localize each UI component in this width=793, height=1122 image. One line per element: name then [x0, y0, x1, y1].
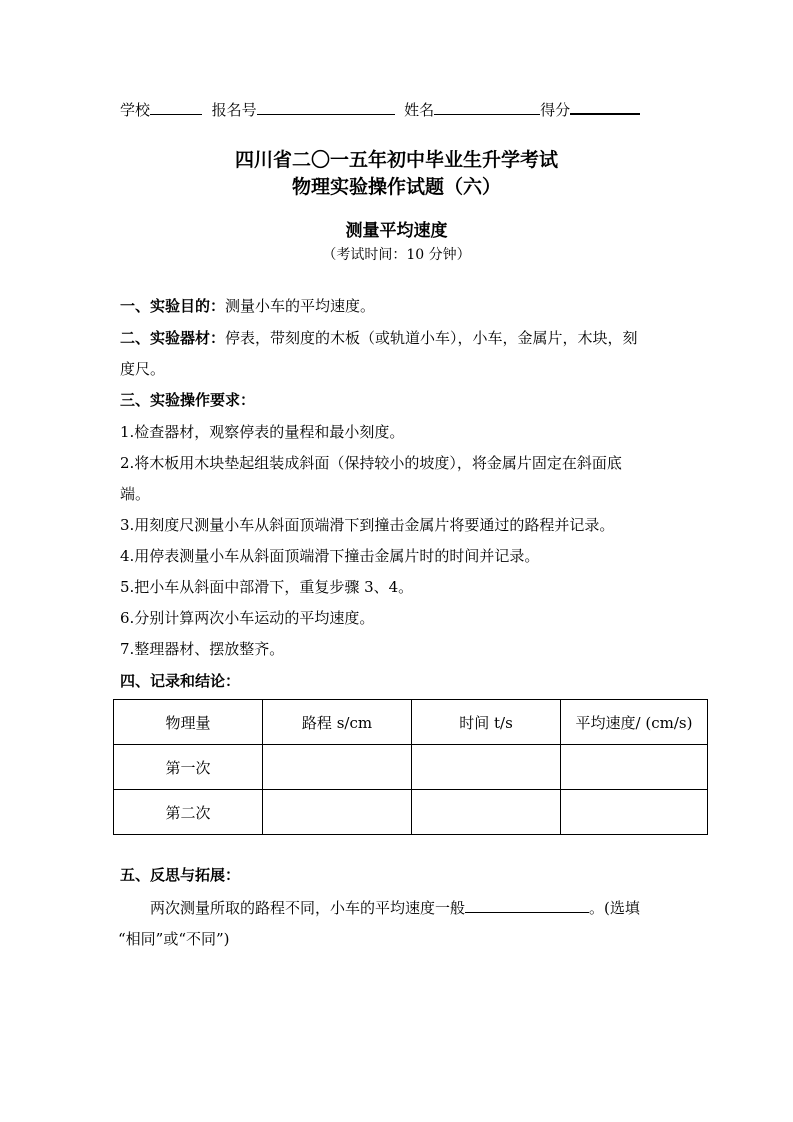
- speed-cell[interactable]: [561, 790, 708, 835]
- procedure-step-cont: 端。: [120, 485, 151, 503]
- time-cell[interactable]: [412, 745, 561, 790]
- section-record-heading: 四、记录和结论：: [120, 672, 241, 690]
- section-materials-cont: 度尺。: [120, 360, 166, 378]
- section-procedure-heading: 三、实验操作要求：: [120, 391, 256, 409]
- name-blank[interactable]: [434, 100, 540, 115]
- procedure-step: 6.分别计算两次小车运动的平均速度。: [120, 609, 375, 627]
- section-purpose-text: 测量小车的平均速度。: [225, 297, 376, 315]
- reflection-question: [150, 897, 640, 918]
- regno-label: 报名号: [211, 101, 257, 119]
- procedure-step: 1.检查器材，观察停表的量程和最小刻度。: [120, 423, 405, 441]
- experiment-topic: 测量平均速度: [345, 221, 448, 241]
- table-header-cell: 时间 t/s: [412, 700, 561, 745]
- school-label: 学校: [120, 101, 151, 119]
- section-materials: [120, 327, 638, 348]
- table-header-row: [114, 700, 708, 745]
- table-row-label: 第二次: [114, 790, 263, 835]
- exam-time: （考试时间：10 分钟）: [322, 247, 471, 263]
- reflection-text: 两次测量所取的路程不同，小车的平均速度一般: [150, 899, 466, 917]
- reflection-hint: 。(选填: [589, 899, 640, 917]
- distance-cell[interactable]: [263, 790, 412, 835]
- section-purpose: [120, 295, 375, 316]
- score-label: 得分: [540, 101, 571, 119]
- table-row-label: 第一次: [114, 745, 263, 790]
- procedure-step: 5.把小车从斜面中部滑下，重复步骤 3、4。: [120, 578, 414, 596]
- section-purpose-heading: 一、实验目的：: [120, 297, 226, 315]
- table-row: [114, 745, 708, 790]
- record-table: [113, 699, 708, 835]
- exam-title: 四川省二〇一五年初中毕业生升学考试: [234, 149, 558, 171]
- answer-blank[interactable]: [465, 898, 589, 913]
- score-blank[interactable]: [570, 99, 640, 115]
- procedure-step: 2.将木板用木块垫起组装成斜面（保持较小的坡度），将金属片固定在斜面底: [120, 454, 622, 472]
- procedure-step: 3.用刻度尺测量小车从斜面顶端滑下到撞击金属片将要通过的路程并记录。: [120, 516, 615, 534]
- procedure-step: 4.用停表测量小车从斜面顶端滑下撞击金属片时的时间并记录。: [120, 547, 540, 565]
- procedure-step: 7.整理器材、摆放整齐。: [120, 640, 285, 658]
- section-reflection-heading: 五、反思与拓展：: [120, 866, 241, 884]
- school-blank[interactable]: [150, 100, 202, 115]
- speed-cell[interactable]: [561, 745, 708, 790]
- table-header-cell: 物理量: [114, 700, 263, 745]
- table-header-cell: 路程 s/cm: [263, 700, 412, 745]
- table-header-cell: 平均速度/ (cm/s): [561, 700, 708, 745]
- section-materials-heading: 二、实验器材：: [120, 329, 226, 347]
- exam-header-fields: [120, 99, 640, 120]
- distance-cell[interactable]: [263, 745, 412, 790]
- time-cell[interactable]: [412, 790, 561, 835]
- section-materials-text: 停表，带刻度的木板（或轨道小车），小车，金属片，木块，刻: [225, 329, 638, 347]
- name-label: 姓名: [404, 101, 435, 119]
- reflection-options: “相同”或“不同”): [118, 930, 230, 948]
- exam-subtitle: 物理实验操作试题（六）: [291, 176, 501, 198]
- table-row: [114, 790, 708, 835]
- regno-blank[interactable]: [257, 100, 395, 115]
